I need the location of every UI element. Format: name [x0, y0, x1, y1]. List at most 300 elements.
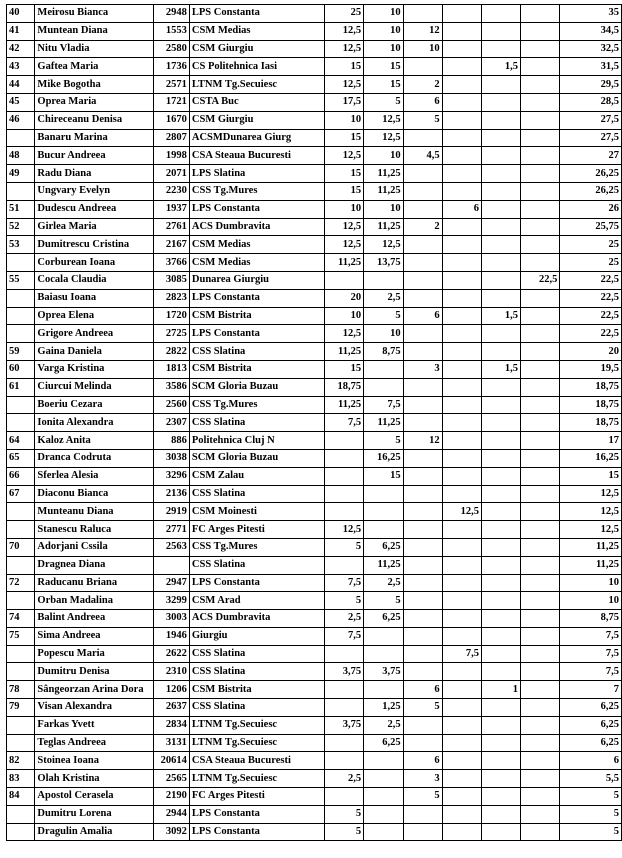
cell-score-4	[442, 378, 481, 396]
cell-score-2: 6,25	[364, 610, 404, 628]
cell-score-5	[481, 129, 520, 147]
cell-score-3: 6	[403, 681, 442, 699]
cell-score-3: 6	[403, 752, 442, 770]
cell-score-6	[521, 40, 560, 58]
cell-total: 28,5	[560, 93, 622, 111]
cell-rank: 74	[7, 610, 35, 628]
cell-license-number: 20614	[154, 752, 190, 770]
table-row	[7, 681, 622, 699]
cell-score-4	[442, 610, 481, 628]
table-row	[7, 538, 622, 556]
cell-club: CSM Medias	[189, 236, 324, 254]
cell-score-5: 1,5	[481, 58, 520, 76]
cell-rank	[7, 823, 35, 841]
cell-club: CSM Medias	[189, 254, 324, 272]
cell-score-5	[481, 645, 520, 663]
cell-license-number: 2071	[154, 165, 190, 183]
cell-score-2	[364, 681, 404, 699]
cell-license-number: 2823	[154, 289, 190, 307]
cell-athlete-name: Gaina Daniela	[35, 343, 154, 361]
cell-club: LPS Constanta	[189, 200, 324, 218]
cell-license-number: 1813	[154, 360, 190, 378]
cell-score-1: 2,5	[324, 770, 364, 788]
cell-athlete-name: Sima Andreea	[35, 627, 154, 645]
cell-total: 22,5	[560, 271, 622, 289]
cell-total: 6,25	[560, 699, 622, 717]
cell-total: 5	[560, 788, 622, 806]
cell-club: ACS Dumbravita	[189, 610, 324, 628]
cell-score-5: 1	[481, 681, 520, 699]
cell-score-3: 3	[403, 360, 442, 378]
cell-score-1: 7,5	[324, 627, 364, 645]
cell-license-number: 1670	[154, 111, 190, 129]
cell-score-6	[521, 360, 560, 378]
cell-license-number: 2944	[154, 805, 190, 823]
cell-score-2: 16,25	[364, 449, 404, 467]
cell-club: CSS Slatina	[189, 663, 324, 681]
cell-score-4	[442, 538, 481, 556]
cell-athlete-name: Boeriu Cezara	[35, 396, 154, 414]
cell-rank: 84	[7, 788, 35, 806]
cell-club: CS Politehnica Iasi	[189, 58, 324, 76]
cell-score-4	[442, 22, 481, 40]
cell-score-1: 12,5	[324, 236, 364, 254]
table-row	[7, 823, 622, 841]
cell-score-4	[442, 218, 481, 236]
cell-score-5	[481, 165, 520, 183]
cell-club: FC Arges Pitesti	[189, 521, 324, 539]
cell-score-3: 5	[403, 699, 442, 717]
cell-athlete-name: Varga Kristina	[35, 360, 154, 378]
cell-license-number: 2565	[154, 770, 190, 788]
cell-score-6	[521, 627, 560, 645]
cell-score-1	[324, 645, 364, 663]
cell-athlete-name: Muntean Diana	[35, 22, 154, 40]
cell-score-1: 7,5	[324, 414, 364, 432]
table-row	[7, 788, 622, 806]
cell-club: LPS Constanta	[189, 289, 324, 307]
cell-score-4	[442, 699, 481, 717]
cell-rank	[7, 289, 35, 307]
cell-score-2: 3,75	[364, 663, 404, 681]
cell-score-1: 12,5	[324, 218, 364, 236]
cell-score-4	[442, 485, 481, 503]
cell-rank	[7, 182, 35, 200]
table-row	[7, 307, 622, 325]
cell-score-4	[442, 343, 481, 361]
table-row	[7, 432, 622, 450]
cell-club: CSS Slatina	[189, 343, 324, 361]
cell-score-3	[403, 236, 442, 254]
cell-athlete-name: Dudescu Andreea	[35, 200, 154, 218]
cell-club: CSM Bistrita	[189, 681, 324, 699]
cell-score-2	[364, 360, 404, 378]
cell-score-6	[521, 663, 560, 681]
table-row	[7, 485, 622, 503]
cell-score-1: 12,5	[324, 40, 364, 58]
cell-score-4: 12,5	[442, 503, 481, 521]
cell-score-3: 2	[403, 76, 442, 94]
cell-score-1: 5	[324, 823, 364, 841]
cell-score-3	[403, 200, 442, 218]
cell-rank: 53	[7, 236, 35, 254]
cell-score-1: 7,5	[324, 574, 364, 592]
cell-score-3	[403, 325, 442, 343]
cell-score-1: 15	[324, 182, 364, 200]
cell-score-1: 10	[324, 111, 364, 129]
cell-score-3	[403, 823, 442, 841]
cell-license-number: 3296	[154, 467, 190, 485]
cell-total: 20	[560, 343, 622, 361]
table-row	[7, 218, 622, 236]
cell-score-5	[481, 378, 520, 396]
cell-license-number: 3092	[154, 823, 190, 841]
cell-rank	[7, 734, 35, 752]
cell-score-5	[481, 236, 520, 254]
cell-club: Giurgiu	[189, 627, 324, 645]
cell-club: CSS Tg.Mures	[189, 182, 324, 200]
cell-rank: 41	[7, 22, 35, 40]
cell-score-2: 10	[364, 200, 404, 218]
table-row	[7, 236, 622, 254]
cell-total: 5	[560, 823, 622, 841]
cell-score-4	[442, 147, 481, 165]
cell-score-6	[521, 521, 560, 539]
table-row	[7, 40, 622, 58]
cell-rank	[7, 307, 35, 325]
cell-score-3	[403, 627, 442, 645]
cell-athlete-name: Dumitru Denisa	[35, 663, 154, 681]
cell-athlete-name: Gaftea Maria	[35, 58, 154, 76]
cell-score-3	[403, 182, 442, 200]
cell-score-6	[521, 538, 560, 556]
cell-club: CSM Zalau	[189, 467, 324, 485]
cell-score-2: 10	[364, 5, 404, 23]
table-row	[7, 770, 622, 788]
cell-rank: 46	[7, 111, 35, 129]
cell-total: 25,75	[560, 218, 622, 236]
cell-license-number	[154, 556, 190, 574]
cell-score-2: 12,5	[364, 129, 404, 147]
cell-score-5	[481, 788, 520, 806]
cell-rank: 52	[7, 218, 35, 236]
cell-athlete-name: Farkas Yvett	[35, 716, 154, 734]
cell-rank	[7, 716, 35, 734]
cell-rank: 83	[7, 770, 35, 788]
cell-score-1: 5	[324, 592, 364, 610]
cell-score-2: 7,5	[364, 396, 404, 414]
cell-rank: 45	[7, 93, 35, 111]
cell-score-1: 12,5	[324, 325, 364, 343]
cell-score-3	[403, 485, 442, 503]
cell-rank: 44	[7, 76, 35, 94]
cell-athlete-name: Grigore Andreea	[35, 325, 154, 343]
cell-score-5	[481, 271, 520, 289]
cell-athlete-name: Olah Kristina	[35, 770, 154, 788]
cell-score-3: 6	[403, 93, 442, 111]
table-row	[7, 22, 622, 40]
cell-athlete-name: Oprea Maria	[35, 93, 154, 111]
cell-club: CSM Giurgiu	[189, 111, 324, 129]
cell-score-6	[521, 396, 560, 414]
cell-score-4	[442, 271, 481, 289]
cell-score-1: 11,25	[324, 343, 364, 361]
table-row	[7, 254, 622, 272]
table-row	[7, 93, 622, 111]
cell-athlete-name: Dragulin Amalia	[35, 823, 154, 841]
cell-score-6	[521, 432, 560, 450]
cell-score-3	[403, 5, 442, 23]
cell-score-5	[481, 76, 520, 94]
table-row	[7, 663, 622, 681]
cell-club: CSM Giurgiu	[189, 40, 324, 58]
cell-score-3: 3	[403, 770, 442, 788]
cell-score-3: 10	[403, 40, 442, 58]
cell-score-5	[481, 574, 520, 592]
cell-rank: 60	[7, 360, 35, 378]
cell-license-number: 2807	[154, 129, 190, 147]
cell-score-6	[521, 58, 560, 76]
cell-score-4	[442, 289, 481, 307]
cell-score-2: 11,25	[364, 182, 404, 200]
cell-score-5	[481, 218, 520, 236]
cell-athlete-name: Munteanu Diana	[35, 503, 154, 521]
cell-score-6	[521, 752, 560, 770]
cell-license-number: 1720	[154, 307, 190, 325]
cell-club: CSM Moinesti	[189, 503, 324, 521]
cell-score-4	[442, 663, 481, 681]
cell-total: 7,5	[560, 663, 622, 681]
cell-score-3	[403, 610, 442, 628]
cell-score-2: 11,25	[364, 165, 404, 183]
cell-score-3	[403, 271, 442, 289]
cell-score-2: 15	[364, 58, 404, 76]
cell-score-2	[364, 770, 404, 788]
cell-score-1	[324, 556, 364, 574]
cell-score-2	[364, 503, 404, 521]
cell-score-5	[481, 592, 520, 610]
cell-club: LPS Slatina	[189, 165, 324, 183]
cell-club: LTNM Tg.Secuiesc	[189, 770, 324, 788]
cell-score-5	[481, 254, 520, 272]
cell-total: 11,25	[560, 556, 622, 574]
cell-athlete-name: Ionita Alexandra	[35, 414, 154, 432]
cell-license-number: 2307	[154, 414, 190, 432]
cell-score-4: 7,5	[442, 645, 481, 663]
cell-total: 26	[560, 200, 622, 218]
cell-club: LPS Constanta	[189, 574, 324, 592]
cell-total: 27,5	[560, 129, 622, 147]
cell-score-2: 10	[364, 147, 404, 165]
cell-club: ACS Dumbravita	[189, 218, 324, 236]
cell-score-4	[442, 307, 481, 325]
cell-score-2	[364, 788, 404, 806]
table-row	[7, 734, 622, 752]
cell-score-2: 2,5	[364, 716, 404, 734]
cell-score-6	[521, 592, 560, 610]
cell-score-5	[481, 752, 520, 770]
table-row	[7, 627, 622, 645]
cell-license-number: 2834	[154, 716, 190, 734]
cell-athlete-name: Nitu Vladia	[35, 40, 154, 58]
cell-score-2	[364, 805, 404, 823]
table-row	[7, 556, 622, 574]
cell-score-3	[403, 716, 442, 734]
cell-score-3	[403, 592, 442, 610]
cell-score-1: 5	[324, 805, 364, 823]
cell-total: 15	[560, 467, 622, 485]
cell-score-6	[521, 503, 560, 521]
cell-rank	[7, 396, 35, 414]
cell-license-number: 1998	[154, 147, 190, 165]
cell-score-4	[442, 805, 481, 823]
cell-athlete-name: Corburean Ioana	[35, 254, 154, 272]
table-row	[7, 129, 622, 147]
cell-license-number: 2580	[154, 40, 190, 58]
cell-athlete-name: Visan Alexandra	[35, 699, 154, 717]
table-row	[7, 396, 622, 414]
cell-club: LPS Constanta	[189, 805, 324, 823]
cell-score-2	[364, 271, 404, 289]
table-row	[7, 325, 622, 343]
cell-license-number: 2948	[154, 5, 190, 23]
cell-score-3: 2	[403, 218, 442, 236]
cell-license-number: 2637	[154, 699, 190, 717]
cell-score-2: 10	[364, 40, 404, 58]
cell-score-3	[403, 538, 442, 556]
cell-score-1: 12,5	[324, 521, 364, 539]
table-row	[7, 645, 622, 663]
cell-license-number: 3586	[154, 378, 190, 396]
cell-score-5	[481, 823, 520, 841]
cell-score-1: 11,25	[324, 396, 364, 414]
cell-total: 5	[560, 805, 622, 823]
cell-total: 22,5	[560, 307, 622, 325]
cell-club: SCM Gloria Buzau	[189, 449, 324, 467]
table-row	[7, 289, 622, 307]
cell-license-number: 2560	[154, 396, 190, 414]
cell-score-1: 20	[324, 289, 364, 307]
cell-score-3	[403, 556, 442, 574]
cell-score-6	[521, 236, 560, 254]
cell-total: 18,75	[560, 396, 622, 414]
cell-license-number: 3131	[154, 734, 190, 752]
cell-total: 32,5	[560, 40, 622, 58]
cell-score-2	[364, 752, 404, 770]
cell-rank: 42	[7, 40, 35, 58]
cell-score-1	[324, 788, 364, 806]
cell-score-5	[481, 610, 520, 628]
cell-score-4	[442, 521, 481, 539]
table-row	[7, 716, 622, 734]
cell-club: LTNM Tg.Secuiesc	[189, 734, 324, 752]
table-row	[7, 449, 622, 467]
cell-club: LTNM Tg.Secuiesc	[189, 76, 324, 94]
cell-athlete-name: Banaru Marina	[35, 129, 154, 147]
cell-score-6	[521, 307, 560, 325]
cell-score-2	[364, 823, 404, 841]
cell-score-4	[442, 467, 481, 485]
cell-total: 12,5	[560, 485, 622, 503]
cell-score-6	[521, 93, 560, 111]
cell-license-number: 2571	[154, 76, 190, 94]
cell-score-1	[324, 699, 364, 717]
cell-club: Dunarea Giurgiu	[189, 271, 324, 289]
cell-rank: 79	[7, 699, 35, 717]
cell-total: 11,25	[560, 538, 622, 556]
cell-score-3	[403, 805, 442, 823]
cell-total: 22,5	[560, 289, 622, 307]
cell-license-number: 1946	[154, 627, 190, 645]
cell-score-3	[403, 289, 442, 307]
cell-score-5	[481, 538, 520, 556]
cell-score-1: 10	[324, 307, 364, 325]
cell-rank: 40	[7, 5, 35, 23]
cell-rank: 48	[7, 147, 35, 165]
cell-score-1: 17,5	[324, 93, 364, 111]
cell-score-1	[324, 432, 364, 450]
cell-license-number: 2919	[154, 503, 190, 521]
cell-score-2	[364, 627, 404, 645]
cell-score-1: 25	[324, 5, 364, 23]
cell-score-4	[442, 734, 481, 752]
table-row	[7, 805, 622, 823]
cell-score-5	[481, 734, 520, 752]
cell-score-2: 5	[364, 93, 404, 111]
cell-score-6	[521, 76, 560, 94]
cell-score-4	[442, 449, 481, 467]
cell-score-6	[521, 343, 560, 361]
cell-score-1	[324, 485, 364, 503]
cell-score-6	[521, 610, 560, 628]
cell-score-1: 3,75	[324, 663, 364, 681]
cell-score-4	[442, 823, 481, 841]
cell-score-5	[481, 770, 520, 788]
table-row	[7, 574, 622, 592]
cell-total: 8,75	[560, 610, 622, 628]
cell-score-5	[481, 5, 520, 23]
cell-total: 18,75	[560, 378, 622, 396]
cell-score-4	[442, 574, 481, 592]
cell-club: CSM Arad	[189, 592, 324, 610]
cell-rank: 72	[7, 574, 35, 592]
cell-score-3	[403, 343, 442, 361]
cell-score-4	[442, 752, 481, 770]
cell-license-number: 3299	[154, 592, 190, 610]
cell-license-number: 2310	[154, 663, 190, 681]
cell-total: 27,5	[560, 111, 622, 129]
cell-rank	[7, 503, 35, 521]
cell-rank: 55	[7, 271, 35, 289]
cell-score-5	[481, 200, 520, 218]
cell-score-4	[442, 770, 481, 788]
cell-score-5: 1,5	[481, 307, 520, 325]
cell-score-3	[403, 414, 442, 432]
cell-score-2: 2,5	[364, 289, 404, 307]
cell-score-6	[521, 200, 560, 218]
cell-score-5	[481, 556, 520, 574]
cell-club: CSM Bistrita	[189, 307, 324, 325]
cell-license-number: 1937	[154, 200, 190, 218]
cell-score-4	[442, 40, 481, 58]
table-row	[7, 165, 622, 183]
cell-total: 7,5	[560, 627, 622, 645]
cell-score-3	[403, 449, 442, 467]
table-row	[7, 378, 622, 396]
cell-total: 10	[560, 592, 622, 610]
cell-score-5	[481, 111, 520, 129]
cell-license-number: 3003	[154, 610, 190, 628]
